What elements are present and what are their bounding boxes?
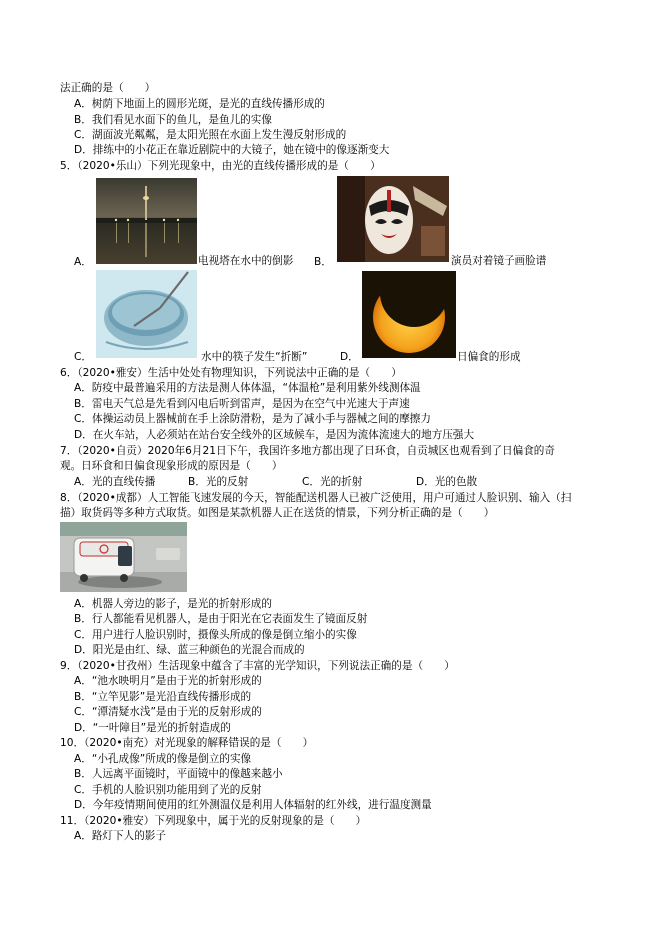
delivery-robot-image [60,522,187,592]
q7-option-a: A．光的直线传播 [74,476,156,488]
opera-face-mirror-image [337,176,449,262]
q6-option-c: C．体操运动员上器械前在手上涂防滑粉，是为了减小手与器械之间的摩擦力 [74,413,431,425]
q8-option-c: C．用户进行人脸识别时，摄像头所成的像是倒立缩小的实像 [74,629,357,641]
q5-option-d-caption: 日偏食的形成 [457,351,521,363]
q10-option-c: C．手机的人脸识别功能用到了光的反射 [74,784,262,796]
tv-tower-reflection-image [96,178,197,264]
q7-option-c: C．光的折射 [302,476,363,488]
q9-option-d: D．“一叶障目”是光的折射造成的 [74,722,231,734]
q11-stem: 11．（2020•雅安）下列现象中，属于光的反射现象的是（ ） [60,815,367,827]
q5-option-a-caption: 电视塔在水中的倒影 [198,255,294,267]
partial-solar-eclipse-image [362,271,456,358]
q10-option-b: B．人远离平面镜时，平面镜中的像越来越小 [74,768,283,780]
q6-option-d: D．在火车站，人必须站在站台安全线外的区域候车，是因为流体流速大的地方压强大 [74,429,475,441]
q7-option-b: B．光的反射 [188,476,249,488]
q5-option-c-letter: C． [74,351,92,363]
q9-stem: 9．（2020•甘孜州）生活现象中蕴含了丰富的光学知识，下列说法正确的是（ ） [60,660,455,672]
q6-stem: 6．（2020•雅安）生活中处处有物理知识，下列说法中正确的是（ ） [60,367,402,379]
q9-option-c: C．“潭清疑水浅”是由于光的反射形成的 [74,706,262,718]
q8-option-a: A．机器人旁边的影子，是光的折射形成的 [74,598,272,610]
q10-option-d: D．今年疫情期间使用的红外测温仪是利用人体辐射的红外线，进行温度测量 [74,799,432,811]
q4-option-d: D．排练中的小花正在靠近剧院中的大镜子，她在镜中的像逐渐变大 [74,144,390,156]
q5-option-a-letter: A． [74,256,92,268]
q7-option-d: D．光的色散 [416,476,478,488]
q5-option-d-letter: D． [340,351,359,363]
q8-stem-line2: 描）取货码等多种方式取货。如图是某款机器人正在送货的情景，下列分析正确的是（ ） [60,507,495,519]
q6-option-a: A．防疫中最普遍采用的方法是测人体体温，“体温枪”是利用紫外线测体温 [74,382,421,394]
q8-stem-line1: 8．（2020•成都）人工智能飞速发展的今天，智能配送机器人已被广泛使用，用户可通过人脸识别、输入（扫 [60,492,572,504]
q4-option-c: C．湖面波光粼粼，是太阳光照在水面上发生漫反射形成的 [74,129,347,141]
q11-option-a: A．路灯下人的影子 [74,830,166,842]
q5-stem: 5．（2020•乐山）下列光现象中，由光的直线传播形成的是（ ） [60,160,381,172]
q10-stem: 10．（2020•南充）对光现象的解释错误的是（ ） [60,737,314,749]
q4-option-b: B．我们看见水面下的鱼儿，是鱼儿的实像 [74,114,272,126]
q5-option-b-letter: B． [314,256,332,268]
q6-option-b: B．雷电天气总是先看到闪电后听到雷声，是因为在空气中光速大于声速 [74,398,410,410]
q8-option-b: B．行人都能看见机器人，是由于阳光在它表面发生了镜面反射 [74,613,368,625]
q8-option-d: D．阳光是由红、绿、蓝三种颜色的光混合而成的 [74,644,305,656]
q4-stem-end: 法正确的是（ ） [60,82,156,94]
q7-stem-line2: 观。日环食和日偏食现象形成的原因是（ ） [60,460,283,472]
q7-stem-line1: 7．（2020•自贡）2020年6月21日下午，我国许多地方都出现了日环食，自贡城区也观看到了日偏食的奇 [60,445,555,457]
q9-option-a: A．“池水映明月”是由于光的折射形成的 [74,675,262,687]
q10-option-a: A．“小孔成像”所成的像是倒立的实像 [74,753,252,765]
chopsticks-in-water-image [96,270,197,358]
q4-option-a: A．树荫下地面上的圆形光斑，是光的直线传播形成的 [74,98,325,110]
q5-option-b-caption: 演员对着镜子画脸谱 [451,255,547,267]
q5-option-c-caption: 水中的筷子发生“折断” [201,351,308,363]
q9-option-b: B．“立竿见影”是光沿直线传播形成的 [74,691,252,703]
